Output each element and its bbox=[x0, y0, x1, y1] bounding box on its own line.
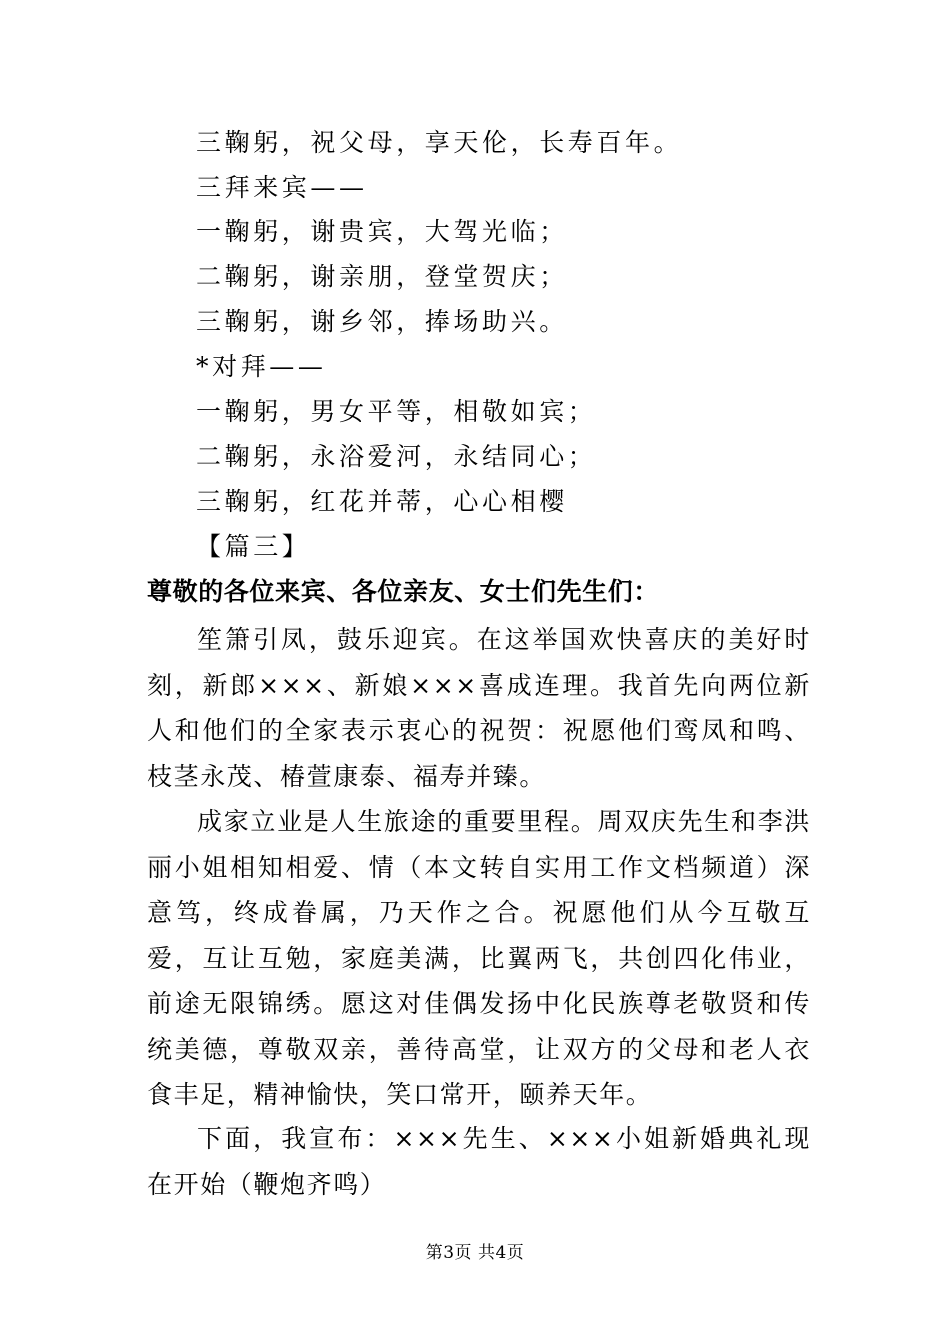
verse-line: 一鞠躬，男女平等，相敬如宾； bbox=[196, 397, 597, 426]
verse-line: *对拜—— bbox=[196, 352, 327, 381]
verse-line: 三鞠躬，祝父母，享天伦，长寿百年。 bbox=[196, 128, 683, 157]
verse-line: 一鞠躬，谢贵宾，大驾光临； bbox=[196, 217, 568, 246]
verse-line: 三拜来宾—— bbox=[196, 173, 368, 202]
paragraph: 下面，我宣布：×××先生、×××小姐新婚典礼现在开始（鞭炮齐鸣） bbox=[147, 1124, 811, 1199]
verse-line: 三鞠躬，红花并蒂，心心相樱 bbox=[196, 487, 568, 516]
verse-line: 二鞠躬，永浴爱河，永结同心； bbox=[196, 442, 597, 471]
section-label: 【篇三】 bbox=[196, 532, 311, 561]
verse-line: 三鞠躬，谢乡邻，捧场助兴。 bbox=[196, 307, 568, 336]
paragraph: 成家立业是人生旅途的重要里程。周双庆先生和李洪丽小姐相知相爱、情（本文转自实用工作文档频道）深意笃，终成眷属，乃天作之合。祝愿他们从今互敬互爱，互让互勉，家庭美满，比翼两飞，共创四化伟业，前途无限锦绣。愿这对佳偶发扬中化民族尊老敬贤和传统美德，尊敬双亲，善待高堂，让双方的父母和老人衣食丰足，精神愉快，笑口常开，颐养天年。 bbox=[147, 807, 811, 1109]
verse-line: 二鞠躬，谢亲朋，登堂贺庆； bbox=[196, 262, 568, 291]
salutation-heading: 尊敬的各位来宾、各位亲友、女士们先生们： bbox=[147, 577, 660, 606]
page-footer: 第3页 共4页 bbox=[425, 1243, 525, 1263]
paragraph: 笙箫引凤，鼓乐迎宾。在这举国欢快喜庆的美好时刻，新郎×××、新娘×××喜成连理。我首先向两位新人和他们的全家表示衷心的祝贺：祝愿他们鸾凤和鸣、枝茎永茂、椿萱康泰、福寿并臻。 bbox=[147, 625, 811, 791]
